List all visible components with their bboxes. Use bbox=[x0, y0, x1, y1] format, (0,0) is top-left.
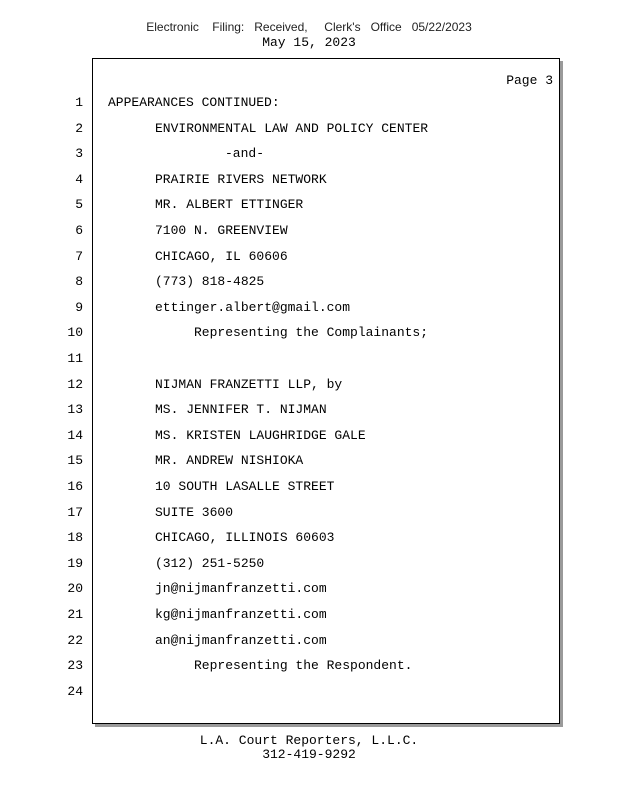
line-number: 4 bbox=[75, 171, 83, 187]
line-number: 3 bbox=[75, 146, 83, 162]
line-number: 21 bbox=[67, 607, 83, 622]
line-text: kg@nijmanfranzetti.com bbox=[155, 607, 327, 622]
line-text: PRAIRIE RIVERS NETWORK bbox=[155, 171, 327, 187]
line-number: 18 bbox=[67, 530, 83, 546]
line-number: 17 bbox=[67, 504, 83, 520]
line-number: 24 bbox=[67, 683, 83, 699]
line-text: APPEARANCES CONTINUED: bbox=[108, 95, 280, 110]
line-number: 19 bbox=[67, 555, 83, 571]
line-number: 7 bbox=[75, 248, 83, 264]
line-number: 1 bbox=[75, 95, 83, 110]
line-text: 7100 N. GREENVIEW bbox=[155, 223, 288, 238]
line-text: SUITE 3600 bbox=[155, 504, 234, 520]
line-number: 2 bbox=[75, 120, 83, 136]
line-number: 20 bbox=[67, 581, 83, 597]
page-number: Page 3 bbox=[506, 73, 553, 88]
line-number: 10 bbox=[67, 325, 83, 341]
filing-stamp: Electronic Filing: Received, Clerk's Office 05/22/2023 bbox=[146, 20, 472, 34]
line-number: 16 bbox=[67, 479, 83, 494]
line-number: 8 bbox=[75, 274, 83, 290]
line-text: an@nijmanfranzetti.com bbox=[155, 632, 327, 648]
line-text: 10 SOUTH LASALLE STREET bbox=[155, 479, 335, 494]
line-number: 12 bbox=[67, 376, 83, 392]
reporter-company: L.A. Court Reporters, L.L.C. bbox=[199, 733, 419, 748]
transcript-page bbox=[67, 58, 560, 724]
line-number: 13 bbox=[67, 402, 83, 418]
line-text: MR. ALBERT ETTINGER bbox=[155, 197, 304, 213]
line-number: 11 bbox=[67, 351, 83, 366]
line-text: Representing the Complainants; bbox=[194, 325, 429, 341]
line-number: 15 bbox=[67, 453, 83, 469]
reporter-phone: 312-419-9292 bbox=[262, 747, 356, 762]
line-text: MS. JENNIFER T. NIJMAN bbox=[155, 402, 327, 418]
line-number: 9 bbox=[75, 299, 83, 315]
line-text: (773) 818-4825 bbox=[155, 274, 265, 290]
line-number: 14 bbox=[67, 427, 83, 443]
transcript-date: May 15, 2023 bbox=[262, 35, 356, 50]
line-text: ettinger.albert@gmail.com bbox=[155, 299, 351, 315]
line-text: -and- bbox=[225, 146, 265, 162]
line-number: 5 bbox=[75, 197, 83, 213]
line-number: 23 bbox=[67, 658, 83, 674]
line-text: NIJMAN FRANZETTI LLP, by bbox=[155, 376, 343, 392]
line-text: CHICAGO, ILLINOIS 60603 bbox=[155, 530, 335, 546]
line-text: jn@nijmanfranzetti.com bbox=[155, 581, 327, 597]
line-text: Representing the Respondent. bbox=[194, 658, 413, 674]
line-number: 22 bbox=[67, 632, 83, 648]
line-text: ENVIRONMENTAL LAW AND POLICY CENTER bbox=[155, 120, 429, 136]
line-text: (312) 251-5250 bbox=[155, 555, 265, 571]
line-text: CHICAGO, IL 60606 bbox=[155, 248, 288, 264]
line-text: MR. ANDREW NISHIOKA bbox=[155, 453, 304, 469]
line-number: 6 bbox=[75, 223, 83, 238]
line-text: MS. KRISTEN LAUGHRIDGE GALE bbox=[155, 427, 366, 443]
